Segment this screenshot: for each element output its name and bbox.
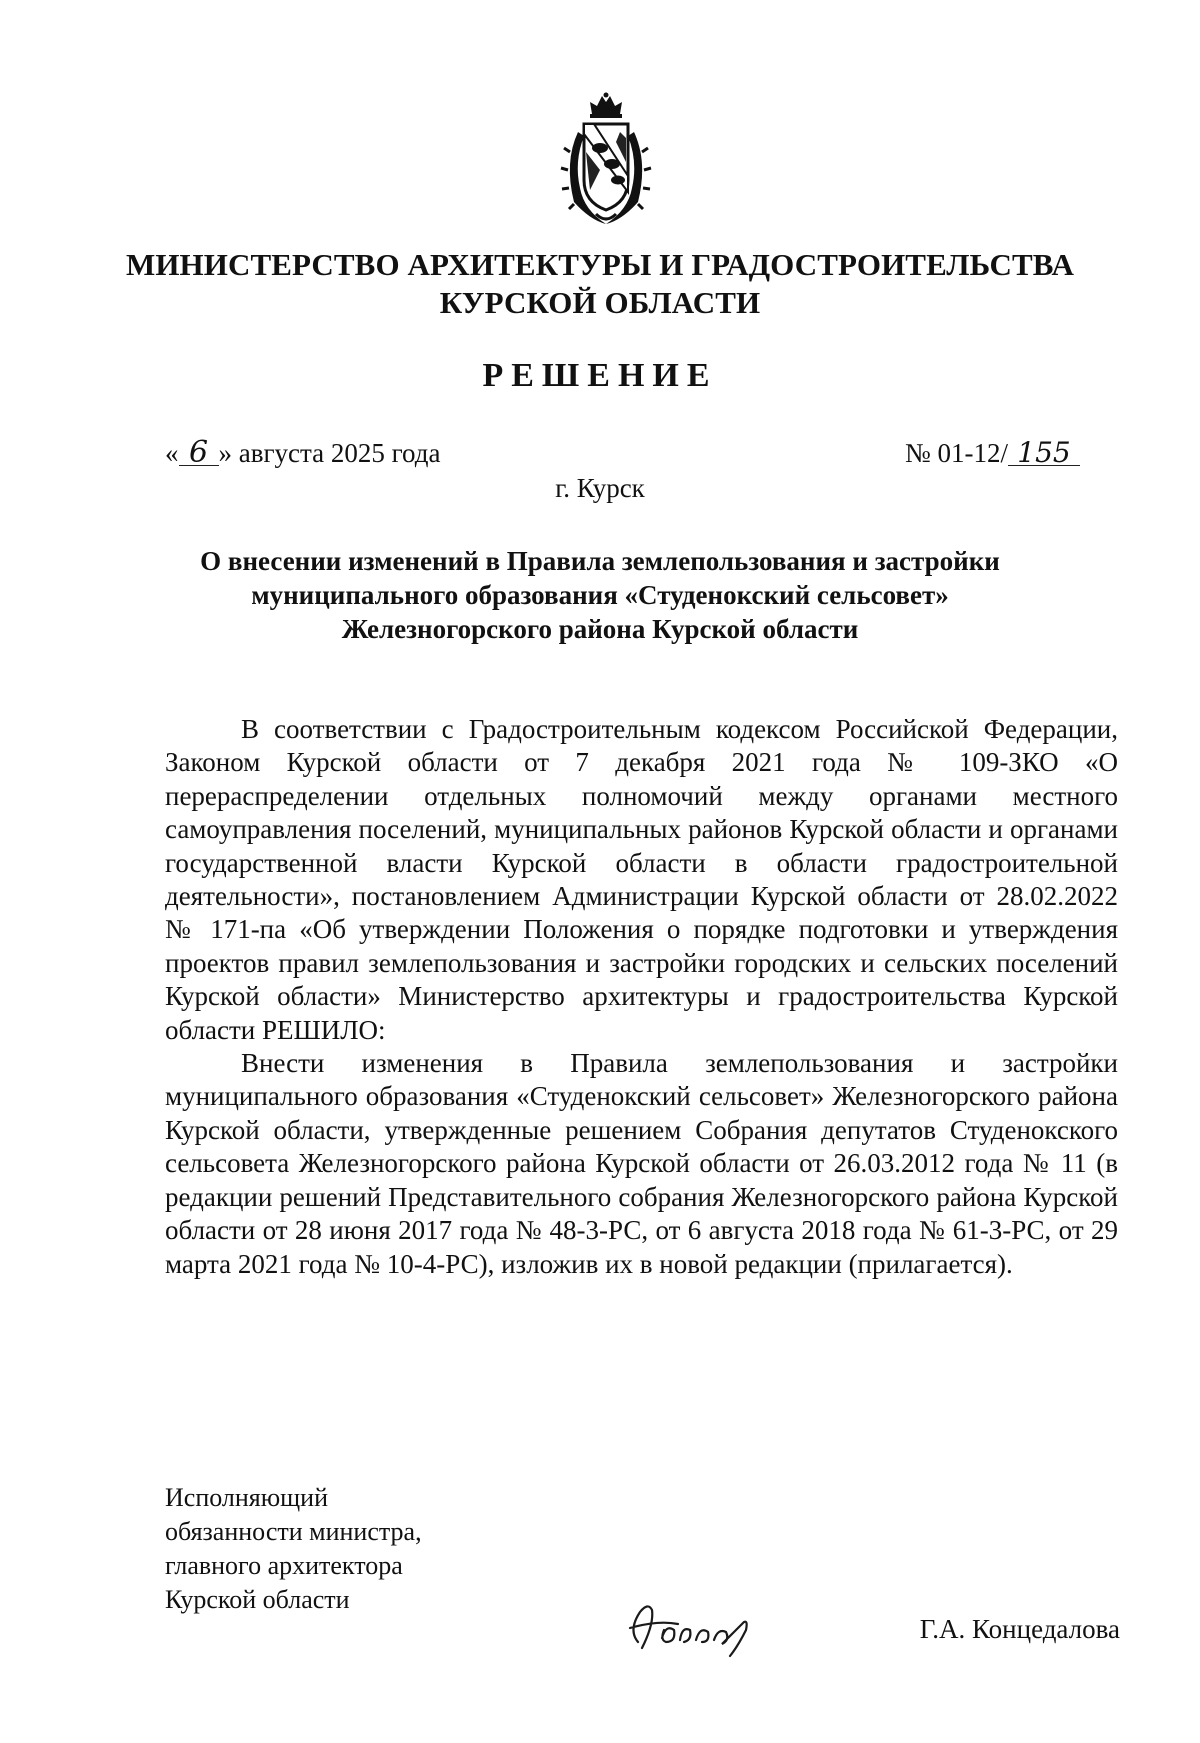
ministry-name-line1: МИНИСТЕРСТВО АРХИТЕКТУРЫ И ГРАДОСТРОИТЕЛЬСТВА xyxy=(125,247,1075,282)
handwritten-day: 6 xyxy=(179,441,219,466)
document-subject xyxy=(150,544,1050,646)
document-city: г. Курск xyxy=(555,473,645,503)
handwritten-number: 155 xyxy=(1008,441,1080,466)
signatory-position xyxy=(165,1481,422,1617)
body-paragraph-decision: Внести изменения в Правила землепользования и застройки муниципального образования «Студенокский сельсовет» Железногорского района Курской области, утвержденные решением Собрания депутатов Студенокского сельсовета Железногорского района Курской области от 26.03.2012 года № 11 (в редакции решений Представительного собрания Железногорского района Курской области от 28 июня 2017 года № 48-3-РС, от 6 августа 2018 года № 61-3-РС, от 29 марта 2021 года № 10-4-РС), изложив их в новой редакции (прилагается). xyxy=(165,1048,1118,1279)
document-number-prefix: № 01-12/ xyxy=(904,438,1008,468)
subject-line: О внесении изменений в Правила землепользования и застройки xyxy=(200,546,1000,576)
signer-name: Г.А. Концедалова xyxy=(919,1614,1120,1644)
subject-line: муниципального образования «Студенокский сельсовет» xyxy=(251,580,949,610)
document-type-title: РЕШЕНИЕ xyxy=(482,357,718,394)
ministry-name-line2: КУРСКОЙ ОБЛАСТИ xyxy=(439,285,761,320)
date-month-year: » августа 2025 года xyxy=(218,438,441,468)
signatory-position-line: Курской области xyxy=(165,1585,350,1614)
document-body xyxy=(165,713,1118,1281)
document-number xyxy=(905,438,1080,469)
signatory-position-line: обязанности министра, xyxy=(165,1517,422,1546)
date-quote-open: « xyxy=(165,438,179,468)
signatory-position-line: главного архитектора xyxy=(165,1551,403,1580)
document-date xyxy=(165,435,441,470)
handwritten-signature xyxy=(618,1590,778,1660)
kursk-coat-of-arms-icon xyxy=(560,92,652,228)
signatory-position-line: Исполняющий xyxy=(165,1483,329,1512)
subject-line: Железногорского района Курской области xyxy=(341,614,859,644)
body-paragraph-legal-basis: В соответствии с Градостроительным кодексом Российской Федерации, Законом Курской области от 7 декабря 2021 года № 109-ЗКО «О перераспределении отдельных полномочий между органами местного самоуправления поселений, муниципальных районов Курской области и органами государственной власти Курской области в области градостроительной деятельности», постановлением Администрации Курской области от 28.02.2022 № 171-па «Об утверждении Положения о порядке подготовки и утверждения проектов правил землепользования и застройки городских и сельских поселений Курской области» Министерство архитектуры и градостроительства Курской области РЕШИЛО: xyxy=(165,714,1118,1045)
